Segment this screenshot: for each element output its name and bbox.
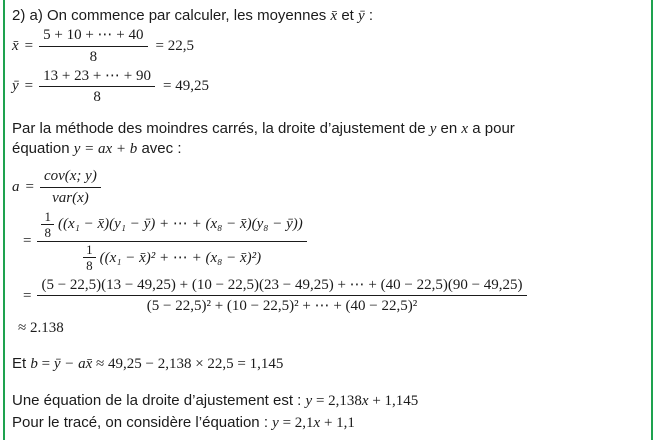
ybar-result: = 49,25: [163, 78, 209, 95]
xbar-result: = 22,5: [155, 37, 194, 54]
fraction-numerator: cov(x; y): [40, 167, 101, 188]
fraction: [37, 210, 306, 274]
small-fraction-numerator: 1: [41, 210, 54, 225]
document-page: [3, 0, 653, 440]
fraction-numerator: (5 − 22,5)(13 − 49,25) + (10 − 22,5)(23 − 49,25) + ⋯ + (40 − 22,5)(90 − 49,25): [37, 276, 526, 297]
para-text-5: avec :: [137, 140, 182, 157]
fraction: [40, 167, 101, 208]
math-line-equation: y = ax + b: [73, 141, 138, 157]
ybar-lhs: ȳ: [12, 78, 19, 95]
math-x-symbol: x: [361, 393, 369, 410]
equals-sign: =: [24, 78, 34, 95]
fraction-denominator: 8: [89, 48, 98, 65]
equals-sign: =: [25, 178, 34, 195]
a-step-symbolic: [12, 210, 643, 274]
intro-line: [12, 6, 643, 26]
fit-intercept: + 1,145: [368, 393, 419, 410]
paragraph-line-1: [12, 119, 643, 139]
para-text-4: équation: [12, 140, 74, 157]
equals-sign: =: [23, 287, 32, 304]
fit-text-1: Une équation de la droite d’ajustement est :: [12, 392, 306, 410]
trace-coefficient: = 2,1: [278, 415, 314, 432]
fraction: [39, 67, 155, 108]
ybar-equation: [12, 67, 643, 108]
fit-coefficient: = 2,138: [312, 393, 362, 410]
b-numeric-result: ≈ 49,25 − 2,138 × 22,5 = 1,145: [92, 356, 284, 373]
fraction-denominator: 8: [93, 89, 101, 106]
math-ybar-symbol: ȳ: [358, 8, 365, 24]
fraction-denominator: (5 − 22,5)² + (10 − 22,5)² + ⋯ + (40 − 22,5)²: [146, 298, 418, 315]
xbar-lhs: x̄: [12, 37, 19, 54]
fraction-numerator: [37, 210, 306, 243]
fraction-denominator: [37, 242, 306, 274]
small-fraction-denominator: 8: [44, 224, 51, 240]
intro-text-3: :: [364, 7, 374, 24]
para-text-1: Par la méthode des moindres carrés, la droite d’ajustement de: [12, 120, 430, 137]
paragraph-line-2: [12, 139, 643, 159]
small-fraction-numerator: 1: [83, 243, 96, 258]
b-equals: =: [37, 356, 54, 373]
equals-sign: =: [23, 233, 32, 250]
trace-equation-line: [12, 413, 643, 433]
a-step-numeric: [12, 276, 643, 317]
math-x-symbol: x: [461, 121, 469, 137]
a-approx-result: [12, 318, 643, 338]
math-ybar-minus-axbar: ȳ − ax̄: [53, 356, 93, 373]
math-y-symbol: y: [429, 121, 437, 137]
method-paragraph: [12, 119, 643, 159]
fraction: [39, 26, 147, 67]
one-eighth-fraction: [41, 210, 54, 241]
intro-text-1: 2) a) On commence par calculer, les moyennes: [12, 7, 331, 24]
math-x-symbol: x: [313, 415, 321, 432]
para-text-2: en: [436, 120, 462, 137]
trace-intercept: + 1,1: [320, 415, 355, 432]
xbar-equation: [12, 26, 643, 67]
b-text-1: Et: [12, 355, 31, 373]
covariance-expression: ((x₁ − x̄)(y₁ − ȳ) + ⋯ + (x₈ − x̄)(y₈ − ȳ)): [57, 216, 303, 233]
equals-sign: =: [24, 37, 34, 54]
fraction: [37, 276, 526, 317]
variance-expression: ((x₁ − x̄)² + ⋯ + (x₈ − x̄)²): [99, 250, 262, 267]
fit-equation-line: [12, 391, 643, 411]
intro-text-2: et: [337, 7, 359, 24]
para-text-3: a pour: [468, 120, 515, 137]
math-xbar-symbol: x̄: [330, 8, 338, 24]
b-equation-line: [12, 354, 643, 374]
a-lhs: a: [12, 178, 20, 195]
math-y-symbol: y: [305, 393, 313, 410]
approx-value: ≈ 2.138: [18, 320, 64, 337]
fraction-denominator: var(x): [52, 189, 89, 206]
fraction-numerator: 5 + 10 + ⋯ + 40: [39, 26, 147, 47]
small-fraction-denominator: 8: [86, 258, 93, 274]
math-y-symbol: y: [272, 415, 279, 432]
one-eighth-fraction: [83, 243, 96, 274]
math-b-symbol: b: [30, 356, 38, 373]
fraction-numerator: 13 + 23 + ⋯ + 90: [39, 67, 155, 88]
a-definition-equation: [12, 167, 643, 208]
trace-text-1: Pour le tracé, on considère l’équation :: [12, 414, 273, 432]
